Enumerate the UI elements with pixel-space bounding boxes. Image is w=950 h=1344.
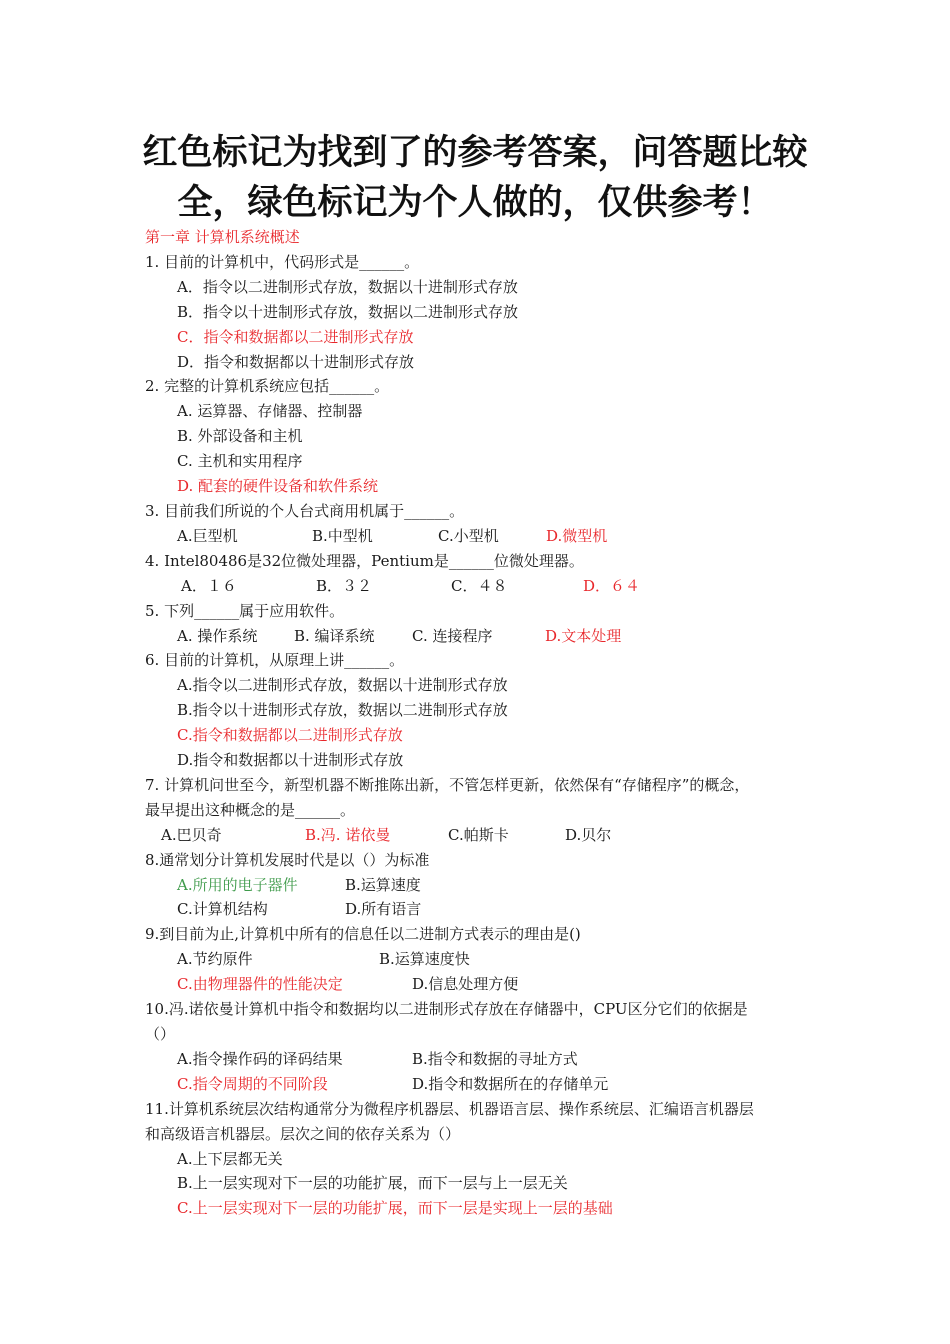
question-5-option-b: B. 编译系统 (294, 626, 375, 645)
question-4-option-c: C．４８ (451, 576, 508, 595)
question-5-option-a: A. 操作系统 (177, 626, 258, 645)
question-8-option-b: B.运算速度 (345, 875, 421, 894)
question-list (145, 225, 835, 1221)
question-7-stem-line-1: 7. 计算机问世至今，新型机器不断推陈出新，不管怎样更新，依然保有“存储程序”的概念， (145, 775, 750, 794)
question-4-options (145, 574, 835, 599)
question-8-stem: 8.通常划分计算机发展时代是以（）为标准 (145, 850, 430, 869)
question-3-stem: 3. 目前我们所说的个人台式商用机属于______。 (145, 501, 465, 520)
question-4-option-a: A．１６ (181, 576, 237, 595)
question-1-option-a: A．指令以二进制形式存放，数据以十进制形式存放 (177, 277, 518, 296)
question-10-option-b: B.指令和数据的寻址方式 (412, 1049, 578, 1068)
question-5-option-d-answer: D.文本处理 (545, 626, 622, 645)
question-10-option-c-answer: C.指令周期的不同阶段 (177, 1074, 328, 1093)
question-9-option-c-answer: C.由物理器件的性能决定 (177, 975, 343, 994)
question-10-options-row-2 (145, 1072, 835, 1097)
question-5-option-c: C. 连接程序 (412, 626, 493, 645)
question-6-option-c-answer: C.指令和数据都以二进制形式存放 (177, 726, 403, 745)
question-8-option-c: C.计算机结构 (177, 900, 268, 919)
question-8-options-row-1 (145, 873, 835, 898)
question-8-options-row-2 (145, 897, 835, 922)
question-10-option-a: A.指令操作码的译码结果 (177, 1049, 343, 1068)
question-11-option-c-answer: C.上一层实现对下一层的功能扩展，而下一层是实现上一层的基础 (177, 1199, 613, 1218)
title-line-1: 红色标记为找到了的参考答案，问答题比较 (142, 133, 808, 173)
question-3-options (145, 524, 835, 549)
question-9-option-a: A.节约原件 (177, 950, 253, 969)
question-7-stem-line-2: 最早提出这种概念的是______。 (145, 800, 356, 819)
question-3-option-b: B.中型机 (312, 526, 373, 545)
question-7-option-b-answer: B.冯. 诺依曼 (305, 825, 391, 844)
question-11-option-a: A.上下层都无关 (177, 1149, 283, 1168)
question-4-stem: 4. Intel80486是32位微处理器，Pentium是______位微处理器。 (145, 551, 584, 570)
question-2-option-a: A. 运算器、存储器、控制器 (177, 402, 363, 421)
question-5-stem: 5. 下列______属于应用软件。 (145, 601, 345, 620)
question-9-stem: 9.到目前为止,计算机中所有的信息任以二进制方式表示的理由是() (145, 925, 581, 944)
question-8-option-a-personal: A.所用的电子器件 (177, 875, 298, 894)
question-7-option-d: D.贝尔 (565, 825, 612, 844)
question-2-option-b: B. 外部设备和主机 (177, 427, 303, 446)
question-9-options-row-1 (145, 947, 835, 972)
question-4-option-d-answer: D．６４ (583, 576, 641, 595)
question-5-options (145, 624, 835, 649)
question-7-options (145, 823, 835, 848)
question-7-option-a: A.巴贝奇 (161, 825, 222, 844)
question-7-option-c: C.帕斯卡 (448, 825, 509, 844)
question-6-option-d: D.指令和数据都以十进制形式存放 (177, 751, 404, 770)
question-1-option-b: B．指令以十进制形式存放，数据以二进制形式存放 (177, 302, 519, 321)
question-4-option-b: B．３２ (316, 576, 373, 595)
question-2-stem: 2. 完整的计算机系统应包括______。 (145, 377, 390, 396)
question-6-option-b: B.指令以十进制形式存放，数据以二进制形式存放 (177, 701, 508, 720)
question-11-option-b: B.上一层实现对下一层的功能扩展，而下一层与上一层无关 (177, 1174, 568, 1193)
question-2-option-d-answer: D. 配套的硬件设备和软件系统 (177, 477, 379, 496)
question-10-option-d: D.指令和数据所在的存储单元 (412, 1074, 609, 1093)
question-3-option-a: A.巨型机 (177, 526, 238, 545)
question-2-option-c: C. 主机和实用程序 (177, 452, 303, 471)
question-1-stem: 1. 目前的计算机中，代码形式是______。 (145, 252, 420, 271)
question-1-option-c-answer: C．指令和数据都以二进制形式存放 (177, 327, 414, 346)
question-1-option-d: D．指令和数据都以十进制形式存放 (177, 352, 415, 371)
question-11-stem-line-1: 11.计算机系统层次结构通常分为微程序机器层、机器语言层、操作系统层、汇编语言机器层 (145, 1099, 754, 1118)
title-line-2: 全，绿色标记为个人做的，仅供参考！ (177, 183, 773, 223)
question-10-stem-line-2: （） (145, 1025, 176, 1043)
question-6-option-a: A.指令以二进制形式存放，数据以十进制形式存放 (177, 676, 508, 695)
question-10-stem-line-1: 10.冯.诺依曼计算机中指令和数据均以二进制形式存放在存储器中，CPU区分它们的依据是 (145, 1000, 748, 1019)
question-9-option-b: B.运算速度快 (379, 950, 470, 969)
question-11-stem-line-2: 和高级语言机器层。层次之间的依存关系为（） (145, 1124, 461, 1143)
question-9-options-row-2 (145, 972, 835, 997)
question-6-stem: 6. 目前的计算机，从原理上讲______。 (145, 651, 405, 670)
chapter-heading: 第一章 计算机系统概述 (145, 228, 300, 246)
question-3-option-d-answer: D.微型机 (546, 526, 608, 545)
question-10-options-row-1 (145, 1047, 835, 1072)
question-3-option-c: C.小型机 (438, 526, 499, 545)
question-9-option-d: D.信息处理方便 (412, 975, 519, 994)
page-title (120, 128, 830, 228)
question-8-option-d: D.所有语言 (345, 900, 422, 919)
